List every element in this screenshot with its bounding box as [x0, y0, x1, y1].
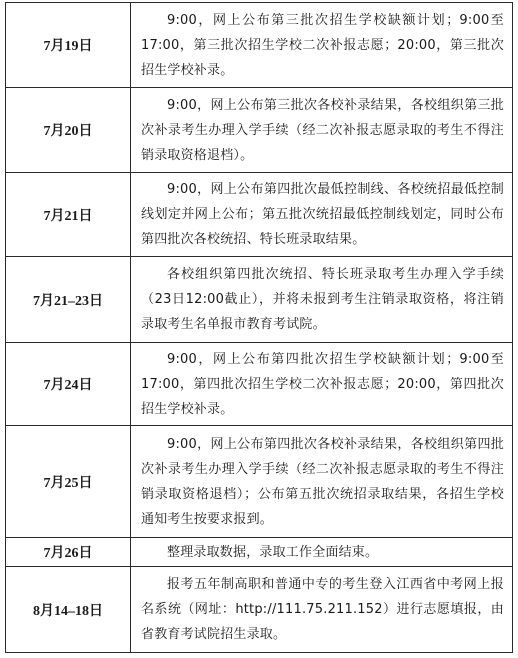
- description-cell: 9:00，网上公布第四批次最低控制线、各校统招最低控制线划定并网上公布；第五批次统招最低控制线划定，同时公布第四批次各校统招、特长班录取结果。: [131, 173, 513, 257]
- description-cell: 9:00，网上公布第三批次招生学校缺额计划；9:00至17:00，第三批次招生学校二次补报志愿；20:00，第三批次招生学校补录。: [131, 3, 513, 88]
- description-cell: 9:00，网上公布第四批次各校补录结果，各校组织第四批次补录考生办理入学手续（经二次补报志愿录取的考生不得注销录取资格退档）；公布第五批次统招录取结果，各招生学校通知考生按要求报到。: [131, 426, 513, 538]
- description-cell: 9:00，网上公布第四批次招生学校缺额计划；9:00至17:00，第四批次招生学校二次补报志愿；20:00，第四批次招生学校补录。: [131, 343, 513, 426]
- date-cell: 7月26日: [6, 538, 131, 567]
- table-row: [6, 88, 513, 173]
- table-row: [6, 567, 513, 653]
- description-cell: 各校组织第四批次统招、特长班录取考生办理入学手续（23日12:00截止），并将未报到考生注销录取资格，将注销录取考生名单报市教育考试院。: [131, 257, 513, 343]
- date-cell: 7月19日: [6, 3, 131, 88]
- table-row: [6, 426, 513, 538]
- description-cell: 整理录取数据，录取工作全面结束。: [131, 538, 513, 567]
- table-row: [6, 538, 513, 567]
- table-row: [6, 3, 513, 88]
- admission-schedule-table: [5, 2, 513, 653]
- table-row: [6, 257, 513, 343]
- description-cell: 9:00，网上公布第三批次各校补录结果，各校组织第三批次补录考生办理入学手续（经二次补报志愿录取的考生不得注销录取资格退档）。: [131, 88, 513, 173]
- date-cell: 7月24日: [6, 343, 131, 426]
- date-cell: 7月21–23日: [6, 257, 131, 343]
- date-cell: 7月20日: [6, 88, 131, 173]
- date-cell: 8月14–18日: [6, 567, 131, 653]
- table-row: [6, 173, 513, 257]
- table-row: [6, 343, 513, 426]
- date-cell: 7月25日: [6, 426, 131, 538]
- description-cell: 报考五年制高职和普通中专的考生登入江西省中考网上报名系统（网址：http://111.75.211.152）进行志愿填报，由省教育考试院招生录取。: [131, 567, 513, 653]
- date-cell: 7月21日: [6, 173, 131, 257]
